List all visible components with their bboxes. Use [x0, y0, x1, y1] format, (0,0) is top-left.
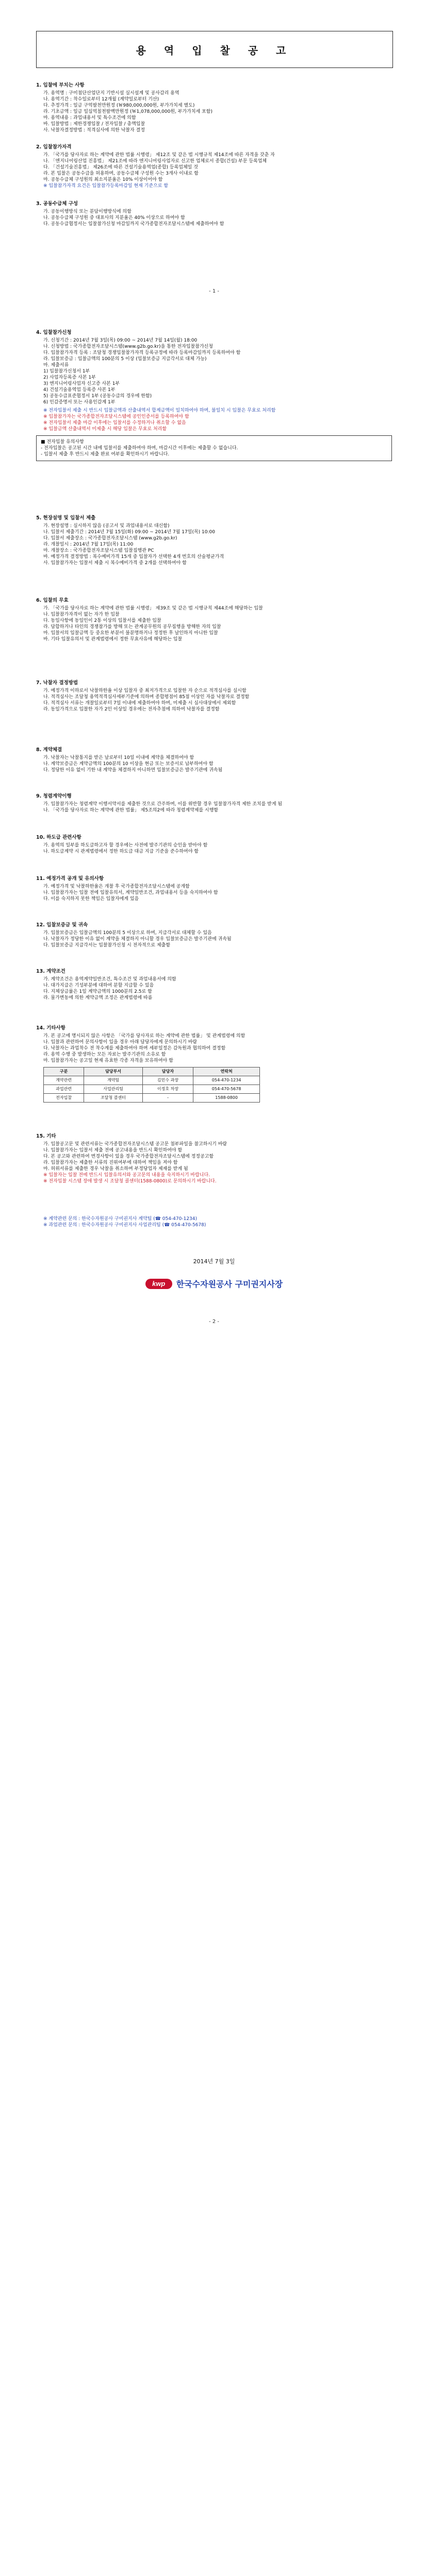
- text-line: 나. 계약보증금은 계약금액의 100분의 10 이상을 현금 또는 보증서로 납부하여야 함: [43, 761, 214, 767]
- issuer-footer: [36, 1278, 392, 1290]
- page-number-1: - 1 -: [209, 289, 219, 294]
- page-number-2: - 2 -: [209, 1319, 219, 1325]
- section-10-lines: [36, 842, 392, 855]
- announcement-date: 2014년 7월 3일: [193, 1258, 235, 1265]
- text-line: 2) 사업자등록증 사본 1부: [43, 375, 96, 380]
- text-line: 나. 입찰과 관련하여 문의사항이 있을 경우 아래 담당자에게 문의하시기 바람: [43, 1040, 198, 1045]
- section-4-notice-box: [36, 435, 392, 461]
- text-line: 다. 「건설기술진흥법」 제26조에 따른 건설기술용역업(종합) 등록업체일 것: [43, 165, 198, 170]
- text-line: 마. 용역내용 : 과업내용서 및 특수조건에 의함: [43, 115, 136, 121]
- table-cell: 전자입찰: [44, 1094, 84, 1103]
- text-line: 가. 본 공고에 명시되지 않은 사항은 「국가를 당사자로 하는 계약에 관한 법률」 및 관계법령에 의함: [43, 1033, 245, 1039]
- contact-info: [36, 1216, 392, 1228]
- text-line: 사. 낙찰자결정방법 : 적격심사에 의한 낙찰자 결정: [43, 128, 145, 133]
- text-line: 라. 입찰보증금 : 입찰금액의 100분의 5 이상 (입찰보증금 지급각서로 대체 가능): [43, 357, 207, 362]
- section-11-heading: 11. 예정가격 공개 및 유의사항: [36, 876, 104, 882]
- text-line: 4) 건설기술용역업 등록증 사본 1부: [43, 387, 116, 393]
- table-header-cell: 담당자: [142, 1067, 193, 1076]
- text-line: 라. 기초금액 : 일금 일십억칠천팔백만원정 (￦1,078,000,000원, 부가가치세 포함): [43, 109, 212, 114]
- text-line: 라. 동일가격으로 입찰한 자가 2인 이상일 경우에는 전자추첨에 의하여 낙찰자를 결정함: [43, 707, 220, 712]
- text-line: 5) 공동수급표준협정서 1부 (공동수급의 경우에 한함): [43, 394, 152, 399]
- text-line: 가. 입찰보증금은 입찰금액의 100분의 5 이상으로 하며, 지급각서로 대체할 수 있음: [43, 930, 212, 936]
- section-5-heading: 5. 현장설명 및 입찰서 제출: [36, 515, 96, 521]
- section-14-lines: [36, 1033, 392, 1064]
- section-13-heading: 13. 계약조건: [36, 969, 65, 974]
- section-2: [36, 144, 392, 189]
- section-11: [36, 876, 392, 902]
- section-14-heading: 14. 기타사항: [36, 1025, 65, 1031]
- table-header-row: [44, 1067, 260, 1076]
- section-1: [36, 82, 392, 133]
- section-1-lines: [36, 90, 392, 133]
- text-line: 라. 용역 수행 중 발생하는 모든 자료는 발주기관의 소유로 함: [43, 1052, 166, 1057]
- text-line: 다. 이를 숙지하지 못한 책임은 입찰자에게 있음: [43, 896, 139, 902]
- text-line: 6) 인감증명서 또는 사용인감계 1부: [43, 400, 116, 405]
- section-12-heading: 12. 입찰보증금 및 귀속: [36, 922, 88, 928]
- text-line: 바. 예정가격 결정방법 : 복수예비가격 15개 중 입찰자가 선택한 4개 번호의 산술평균가격: [43, 554, 224, 560]
- table-cell: 계약관련: [44, 1076, 84, 1085]
- table-cell: 사업관리팀: [84, 1085, 143, 1094]
- text-line: 다. 입찰보증금 지급각서는 입찰참가신청 시 전자적으로 제출함: [43, 943, 171, 948]
- table-cell: 김민수 과장: [142, 1076, 193, 1085]
- text-line: 다. 본 공고와 관련하여 변경사항이 있을 경우 국가종합전자조달시스템에 정정공고함: [43, 1154, 214, 1159]
- section-8-heading: 8. 계약체결: [36, 747, 62, 753]
- section-12: [36, 922, 392, 948]
- section-10-heading: 10. 하도급 관련사항: [36, 835, 81, 840]
- section-2-lines: [36, 152, 392, 183]
- table-header-cell: 연락처: [193, 1067, 260, 1076]
- text-line: 나. 입찰참가자는 입찰 전에 입찰유의서, 계약일반조건, 과업내용서 등을 숙지하여야 함: [43, 890, 218, 895]
- text-line: 다. 입찰참가자격 등록 : 조달청 경쟁입찰참가자격 등록규정에 따라 등록마감일까지 등록하여야 함: [43, 350, 241, 355]
- section-2-notice: ※ 입찰참가자격 요건은 입찰참가등록마감일 현재 기준으로 함: [43, 183, 169, 189]
- section-8: [36, 747, 392, 773]
- table-row: [44, 1094, 260, 1103]
- section-7-heading: 7. 낙찰자 결정방법: [36, 680, 78, 686]
- text-line: ■ 전자입찰 유의사항: [41, 439, 84, 445]
- text-line: 나. 대가지급은 기성부분에 대하여 분할 지급할 수 있음: [43, 983, 154, 988]
- text-line: 다. 낙찰자는 과업착수 전 착수계를 제출하여야 하며 세부일정은 감독원과 협의하여 결정함: [43, 1046, 226, 1051]
- table-cell: 과업관련: [44, 1085, 84, 1094]
- text-line: 다. 공동수급협정서는 입찰참가신청 마감일까지 국가종합전자조달시스템에 제출하여야 함: [43, 222, 224, 227]
- section-3: [36, 201, 392, 227]
- section-3-heading: 3. 공동수급체 구성: [36, 201, 78, 207]
- text-line: 바. 기타 입찰유의서 및 관계법령에서 정한 무효사유에 해당하는 입찰: [43, 637, 183, 642]
- section-6-lines: [36, 605, 392, 642]
- contact-lines: [36, 1216, 392, 1228]
- table-row: [44, 1076, 260, 1085]
- table-cell: 1588-0800: [193, 1094, 260, 1103]
- section-4-red-lines: [36, 414, 392, 432]
- text-line: 라. 입찰참가자는 제출한 서류의 진위여부에 대하여 책임을 져야 함: [43, 1160, 178, 1165]
- text-line: 나. 「국가를 당사자로 하는 계약에 관한 법률」 제5조의2에 따라 청렴계약제를 시행함: [43, 808, 219, 813]
- table-cell: 054-470-5678: [193, 1085, 260, 1094]
- contact-table-wrap: [36, 1067, 260, 1103]
- text-line: 라. 물가변동에 의한 계약금액 조정은 관계법령에 따름: [43, 995, 153, 1001]
- section-9-heading: 9. 청렴계약이행: [36, 793, 72, 799]
- text-line: 마. 입찰서의 입찰금액 등 중요한 부분이 불분명하거나 정정한 후 날인하지 아니한 입찰: [43, 631, 218, 636]
- text-line: ※ 계약관련 문의 : 한국수자원공사 구미권지사 계약팀 (☎ 054-470-1234): [43, 1216, 198, 1222]
- text-line: ※ 전자입찰서 제출 마감 이후에는 입찰서를 수정하거나 취소할 수 없음: [43, 420, 186, 426]
- text-line: 가. 계약조건은 용역계약일반조건, 특수조건 및 과업내용서에 의함: [43, 977, 176, 982]
- section-4-highlight: ※ 전자입찰서 제출 시 반드시 입찰금액과 산출내역서 합계금액이 일치하여야 하며, 불일치 시 입찰은 무효로 처리함: [43, 408, 276, 413]
- text-line: 3) 엔지니어링사업자 신고증 사본 1부: [43, 381, 120, 386]
- text-line: 다. 적격심사 서류는 개찰일로부터 7일 이내에 제출하여야 하며, 미제출 시 심사대상에서 제외함: [43, 701, 236, 706]
- table-header-cell: 구분: [44, 1067, 84, 1076]
- section-5: [36, 515, 392, 566]
- text-line: 나. 하도급계약 시 관계법령에서 정한 하도급 대금 지급 기준을 준수하여야 함: [43, 849, 199, 854]
- table-body: [44, 1076, 260, 1103]
- text-line: - 전자입찰은 공고된 시간 내에 입찰서를 제출하여야 하며, 마감시간 이후에는 제출할 수 없습니다.: [41, 446, 238, 451]
- section-7-lines: [36, 688, 392, 713]
- text-line: 가. 신청기간 : 2014년 7월 3일(목) 09:00 ~ 2014년 7월 14일(월) 18:00: [43, 338, 198, 343]
- section-6-heading: 6. 입찰의 무효: [36, 598, 69, 603]
- text-line: ※ 전자입찰 시스템 장애 발생 시 조달청 콜센터(1588-0800)로 문의하시기 바랍니다.: [43, 1179, 217, 1184]
- section-11-lines: [36, 884, 392, 902]
- text-line: 가. 낙찰자는 낙찰통지를 받은 날로부터 10일 이내에 계약을 체결하여야 함: [43, 755, 194, 760]
- text-line: 다. 지체상금률은 1일 계약금액의 1000분의 2.5로 함: [43, 989, 152, 994]
- text-line: 가. 「국가를 당사자로 하는 계약에 관한 법률 시행령」 제39조 및 같은 법 시행규칙 제44조에 해당하는 입찰: [43, 606, 263, 611]
- kwater-logo: kwp: [145, 1279, 172, 1289]
- table-cell: 조달청 콜센터: [84, 1094, 143, 1103]
- text-line: 가. 입찰참가자는 청렴계약 이행서약서를 제출한 것으로 간주하며, 이를 위반할 경우 입찰참가자격 제한 조치를 받게 됨: [43, 802, 283, 807]
- section-13-lines: [36, 976, 392, 1001]
- section-1-heading: 1. 입찰에 부치는 사항: [36, 82, 85, 88]
- section-15-lines: [36, 1141, 392, 1172]
- text-line: 가. 용역의 일부를 하도급하고자 할 경우에는 사전에 발주기관의 승인을 받아야 함: [43, 843, 208, 848]
- text-line: 나. 입찰참가자격이 없는 자가 한 입찰: [43, 612, 120, 617]
- text-line: 나. 신청방법 : 국가종합전자조달시스템(www.g2b.go.kr)을 통한 전자입찰참가신청: [43, 344, 213, 349]
- section-7: [36, 680, 392, 713]
- title-box: [36, 31, 393, 68]
- section-15: [36, 1133, 392, 1184]
- table-cell: 이정호 차장: [142, 1085, 193, 1094]
- text-line: 가. 용역명 : 구미첨단산업단지 기반시설 실시설계 및 공사감리 용역: [43, 91, 179, 96]
- text-line: ※ 입찰참가자는 국가종합전자조달시스템에 공인인증서를 등록하여야 함: [43, 414, 189, 419]
- text-line: 가. 공동이행방식 또는 분담이행방식에 의함: [43, 209, 132, 214]
- text-line: ※ 입찰자는 입찰 전에 반드시 입찰유의서와 공고문의 내용을 숙지하시기 바랍니다.: [43, 1173, 210, 1178]
- table-header-cell: 담당부서: [84, 1067, 143, 1076]
- section-15-red-lines: [36, 1172, 392, 1184]
- text-line: 나. 적격심사는 조달청 용역적격심사세부기준에 의하며 종합평점이 85점 이상인 자를 낙찰자로 결정함: [43, 694, 250, 700]
- section-15-heading: 15. 기타: [36, 1133, 56, 1139]
- text-line: 마. 공동수급체 구성원의 최소지분율은 10% 이상이어야 함: [43, 177, 163, 182]
- section-12-lines: [36, 930, 392, 948]
- text-line: 다. 동일사항에 동일인이 2통 이상의 입찰서를 제출한 입찰: [43, 618, 161, 623]
- text-line: 가. 「국가를 당사자로 하는 계약에 관한 법률 시행령」 제12조 및 같은 법 시행규칙 제14조에 따른 자격을 갖춘 자: [43, 152, 275, 158]
- section-9: [36, 793, 392, 814]
- text-line: 라. 본 입찰은 공동수급을 허용하며, 공동수급체 구성원 수는 3개사 이내로 함: [43, 171, 199, 176]
- text-line: ※ 과업관련 문의 : 한국수자원공사 구미권지사 사업관리팀 (☎ 054-470-5678): [43, 1223, 206, 1228]
- text-line: 1) 입찰참가신청서 1부: [43, 369, 90, 374]
- text-line: 다. 정당한 이유 없이 기한 내 계약을 체결하지 아니하면 입찰보증금은 발주기관에 귀속됨: [43, 768, 223, 773]
- text-line: 다. 추정가격 : 일금 구억팔천만원정 (￦980,000,000원, 부가가치세 별도): [43, 103, 195, 108]
- text-line: 라. 개찰일시 : 2014년 7월 17일(목) 11:00: [43, 542, 134, 547]
- text-line: 다. 입찰서 제출장소 : 국가종합전자조달시스템 (www.g2b.go.kr): [43, 536, 177, 541]
- text-line: 라. 담합하거나 타인의 경쟁참가를 방해 또는 관계공무원의 공무집행을 방해한 자의 입찰: [43, 624, 221, 630]
- text-line: 가. 예정가격 이하로서 낙찰하한율 이상 입찰자 중 최저가격으로 입찰한 자 순으로 적격심사를 실시함: [43, 688, 247, 693]
- contact-table: [43, 1067, 260, 1103]
- text-line: 가. 현장설명 : 실시하지 않음 (공고서 및 과업내용서로 대신함): [43, 523, 170, 529]
- text-line: 나. 공동수급체 구성원 중 대표사의 지분율은 40% 이상으로 하여야 함: [43, 215, 185, 221]
- table-row: [44, 1085, 260, 1094]
- section-2-heading: 2. 입찰참가자격: [36, 144, 72, 150]
- section-3-lines: [36, 209, 392, 227]
- section-4-lines: [36, 337, 392, 405]
- text-line: 나. 입찰서 제출기간 : 2014년 7월 15일(화) 09:00 ~ 2014년 7월 17일(목) 10:00: [43, 530, 215, 535]
- section-10: [36, 835, 392, 855]
- text-line: 마. 입찰참가자는 공고일 현재 유효한 각종 자격을 보유하여야 함: [43, 1058, 173, 1063]
- text-line: 마. 개찰장소 : 국가종합전자조달시스템 입찰집행관 PC: [43, 548, 154, 553]
- section-6: [36, 598, 392, 642]
- section-13: [36, 969, 392, 1001]
- text-line: 가. 입찰공고문 및 관련서류는 국가종합전자조달시스템 공고문 첨부파일을 참고하시기 바람: [43, 1142, 227, 1147]
- table-cell: 054-470-1234: [193, 1076, 260, 1085]
- page-title: 용 역 입 찰 공 고: [136, 44, 293, 57]
- text-line: 바. 입찰방법 : 제한경쟁입찰 / 전자입찰 / 총액입찰: [43, 122, 145, 127]
- issuer-name: 한국수자원공사 구미권지사장: [176, 1279, 283, 1289]
- section-8-lines: [36, 755, 392, 773]
- section-4: [36, 330, 392, 461]
- section-5-lines: [36, 523, 392, 566]
- text-line: 나. 용역기간 : 착수일로부터 12개월 (계약일로부터 기산): [43, 97, 159, 102]
- section-9-lines: [36, 801, 392, 814]
- section-14: [36, 1025, 392, 1103]
- text-line: 사. 입찰참가자는 입찰서 제출 시 복수예비가격 중 2개를 선택하여야 함: [43, 561, 187, 566]
- table-cell: 계약팀: [84, 1076, 143, 1085]
- text-line: 나. 낙찰자가 정당한 이유 없이 계약을 체결하지 아니할 경우 입찰보증금은 발주기관에 귀속됨: [43, 937, 232, 942]
- text-line: 나. 입찰참가자는 입찰서 제출 전에 공고내용을 반드시 확인하여야 함: [43, 1148, 183, 1153]
- text-line: 가. 예정가격 및 낙찰하한율은 개찰 후 국가종합전자조달시스템에 공개함: [43, 884, 190, 889]
- table-cell: -: [142, 1094, 193, 1103]
- text-line: ※ 입찰금액 산출내역서 미제출 시 해당 입찰은 무효로 처리함: [43, 427, 167, 432]
- text-line: - 입찰서 제출 후 반드시 제출 완료 여부를 확인하시기 바랍니다.: [41, 452, 170, 457]
- text-line: 나. 「엔지니어링산업 진흥법」 제21조에 따라 엔지니어링사업자로 신고한 업체로서 종합(건설) 부문 등록업체: [43, 159, 267, 164]
- text-line: 마. 허위서류를 제출한 경우 낙찰을 취소하며 부정당업자 제재를 받게 됨: [43, 1166, 188, 1172]
- text-line: 마. 제출서류: [43, 363, 69, 368]
- section-4-heading: 4. 입찰참가신청: [36, 330, 72, 335]
